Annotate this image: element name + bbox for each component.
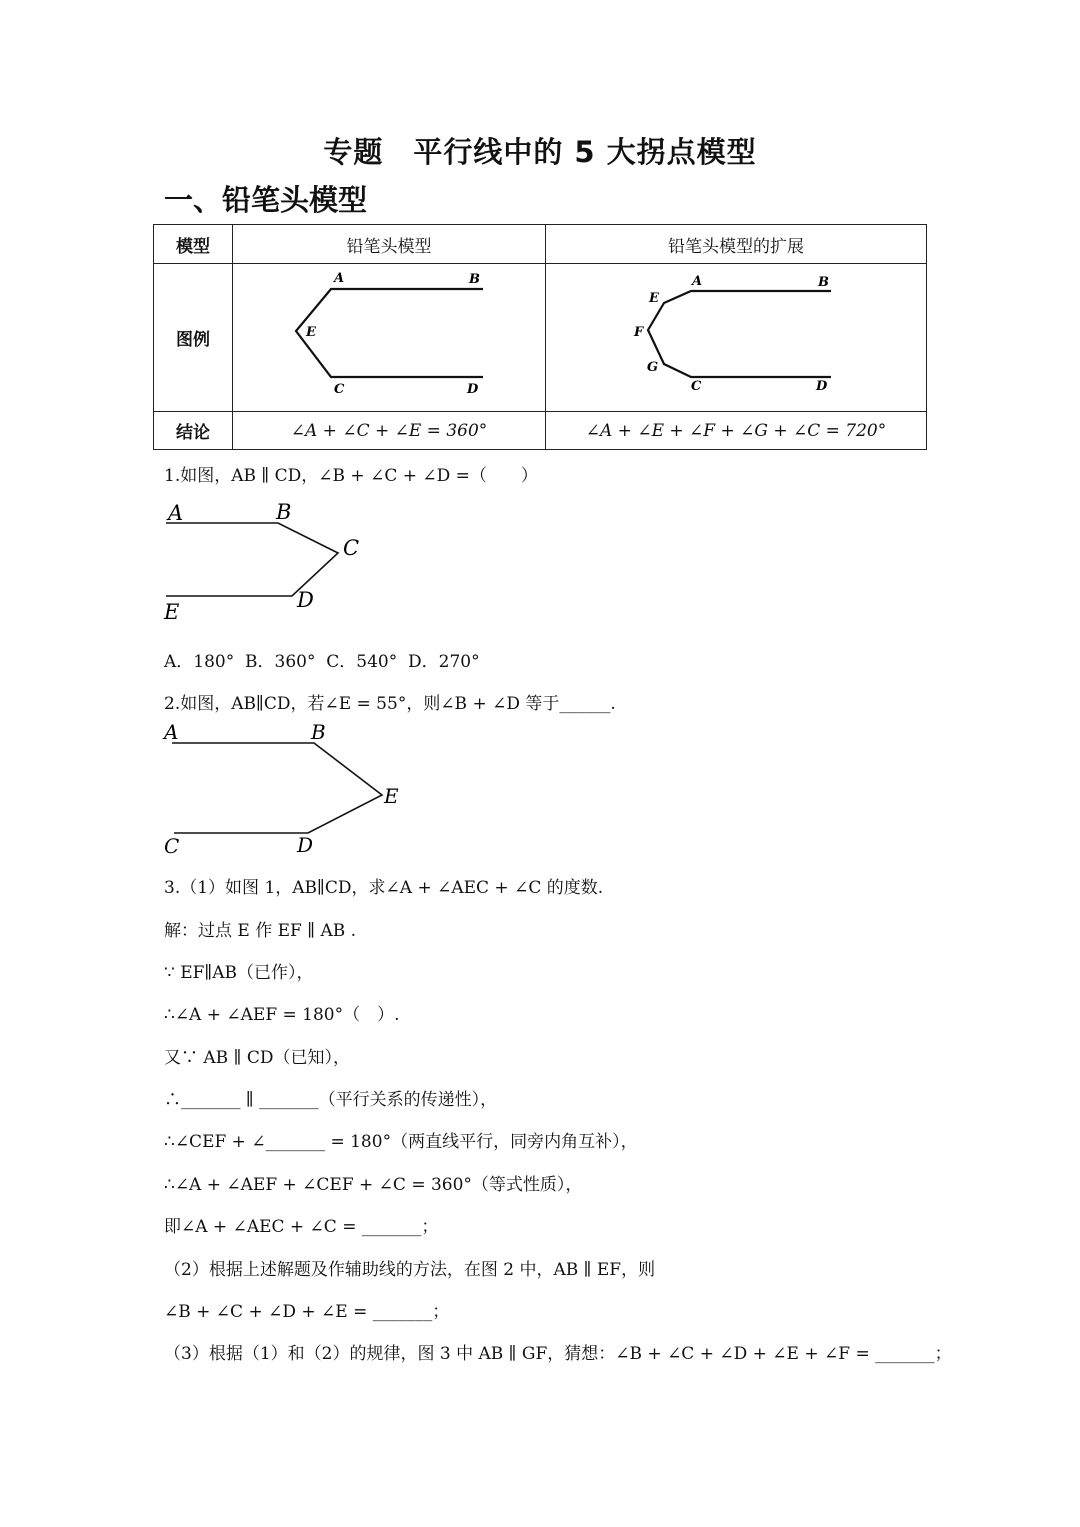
q2-label-c: C: [164, 834, 180, 858]
question-2-figure: [160, 718, 410, 860]
pencil-extension-figure: [546, 265, 926, 411]
question-2-text: 2.如图，AB∥CD，若∠E = 55°，则∠B + ∠D 等于______.: [164, 694, 616, 714]
fig2-label-e: E: [649, 290, 659, 306]
fig1-label-c: C: [334, 381, 345, 397]
page-title: 专题 平行线中的 5 大拐点模型: [323, 135, 757, 169]
pencil-model-figure: [233, 265, 543, 411]
header-model: 模型: [154, 225, 233, 264]
q1-label-d: D: [297, 588, 314, 612]
conclusion-2: ∠A + ∠E + ∠F + ∠G + ∠C = 720°: [546, 412, 927, 450]
fig1-label-a: A: [334, 270, 345, 286]
fig1-label-d: D: [467, 381, 479, 397]
conclusion-1: ∠A + ∠C + ∠E = 360°: [233, 412, 546, 450]
fig2-label-b: B: [818, 274, 829, 290]
fig2-label-d: D: [816, 378, 828, 394]
q1-label-c: C: [343, 536, 360, 560]
question-3-line-4: ∴∠A + ∠AEF = 180°（ ）.: [164, 1005, 400, 1025]
question-3-line-6: ∴_______ ∥ _______（平行关系的传递性），: [164, 1090, 498, 1110]
fig2-label-a: A: [692, 273, 703, 289]
question-3-line-5: 又∵ AB ∥ CD（已知），: [164, 1048, 350, 1068]
q1-label-a: A: [168, 501, 184, 525]
q1-label-e: E: [164, 600, 180, 624]
question-3-line-3: ∵ EF∥AB（已作），: [164, 963, 314, 983]
question-1-text: 1.如图，AB ∥ CD，∠B + ∠C + ∠D =（ ）: [164, 466, 538, 486]
header-pencil-extension: 铅笔头模型的扩展: [546, 225, 927, 264]
question-3-line-9: 即∠A + ∠AEC + ∠C = _______；: [164, 1217, 439, 1237]
question-3-line-12: （3）根据（1）和（2）的规律，图 3 中 AB ∥ GF，猜想：∠B + ∠C + ∠D + ∠E + ∠F = _______；: [164, 1344, 952, 1364]
fig1-label-e: E: [306, 324, 316, 340]
row-label-figure: 图例: [154, 264, 233, 412]
question-1-figure: [160, 495, 380, 625]
model-table: [153, 224, 927, 450]
question-3-line-7: ∴∠CEF + ∠_______ = 180°（两直线平行，同旁内角互补），: [164, 1132, 638, 1152]
question-1-options: A．180° B．360° C．540° D．270°: [164, 652, 480, 672]
fig1-label-b: B: [469, 271, 481, 287]
q2-label-e: E: [384, 784, 399, 808]
question-3-line-8: ∴∠A + ∠AEF + ∠CEF + ∠C = 360°（等式性质），: [164, 1175, 583, 1195]
question-3-line-2: 解：过点 E 作 EF ∥ AB .: [164, 921, 357, 941]
fig2-label-f: F: [634, 324, 644, 340]
section-heading: 一、铅笔头模型: [164, 183, 368, 217]
fig2-label-c: C: [691, 378, 702, 394]
row-label-conclusion: 结论: [154, 412, 233, 450]
question-3-line-1: 3.（1）如图 1，AB∥CD，求∠A + ∠AEC + ∠C 的度数.: [164, 878, 604, 898]
q2-label-a: A: [164, 720, 179, 744]
q1-label-b: B: [276, 500, 292, 524]
q2-label-d: D: [297, 833, 314, 857]
figure-cell-2: [546, 264, 927, 412]
figure-cell-1: [233, 264, 546, 412]
fig2-label-g: G: [647, 359, 659, 375]
question-3-line-10: （2）根据上述解题及作辅助线的方法，在图 2 中，AB ∥ EF，则: [164, 1260, 656, 1280]
q2-label-b: B: [311, 720, 326, 744]
question-3-line-11: ∠B + ∠C + ∠D + ∠E = _______；: [164, 1302, 450, 1322]
header-pencil-model: 铅笔头模型: [233, 225, 546, 264]
